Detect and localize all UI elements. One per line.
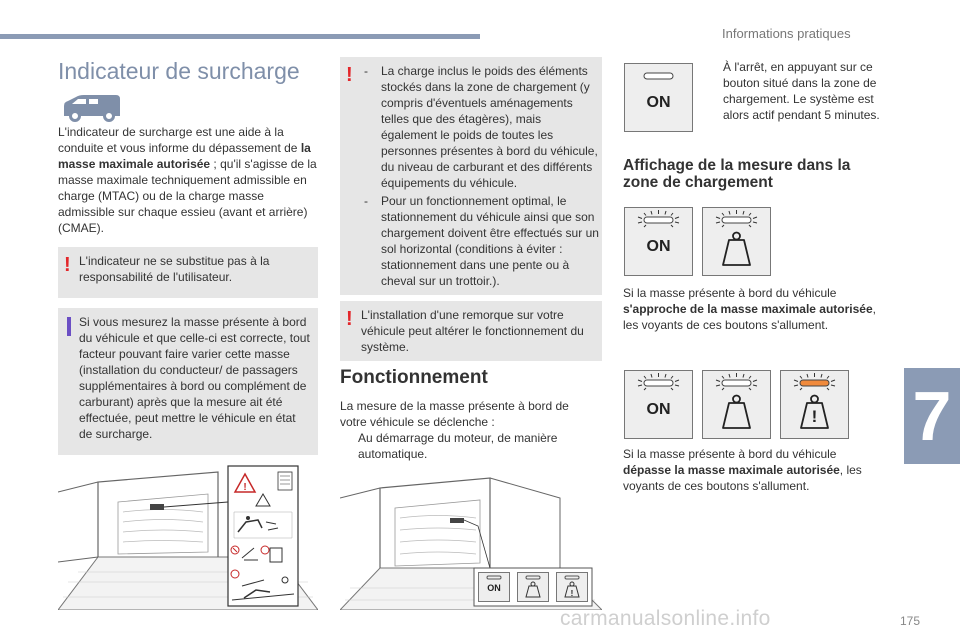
inset-overload-button-icon bbox=[556, 572, 588, 602]
on-button-label: ON bbox=[646, 401, 671, 418]
page-title: Indicateur de surcharge bbox=[58, 58, 300, 84]
bullet-stop-button: À l'arrêt, en appuyant sur ce bouton situé dans la zone de chargement. Le système est alors actif pendant 5 minutes. bbox=[723, 60, 880, 122]
overload-button-lit-icon bbox=[780, 370, 849, 439]
warning-icon: ! bbox=[346, 64, 353, 86]
header-bar bbox=[0, 34, 480, 39]
warning-bullet-2: Pour un fonctionnement optimal, le stationnement du véhicule ainsi que son chargement doivent être effectués sur un sol horizontal (conditions à éviter : stationnement dans une pente ou à cheval sur un trottoir.). bbox=[381, 194, 599, 288]
warning-bullet-1: La charge inclus le poids des éléments stockés dans la zone de chargement (y compris d'éventuels aménagements telles que des étagères), mais également le poids de toutes les personnes présentes à bord du véhicule, du niveau de carburant et des différents équipements du véhicule. bbox=[381, 64, 598, 190]
on-button-label: ON bbox=[646, 238, 671, 255]
page-number: 175 bbox=[900, 614, 921, 628]
weight-button-lit-icon-2 bbox=[702, 370, 771, 439]
svg-text:!: ! bbox=[570, 589, 574, 598]
heading-fonctionnement: Fonctionnement bbox=[340, 367, 488, 388]
inset-on-button bbox=[478, 572, 510, 602]
weight-button-lit-icon bbox=[702, 207, 771, 276]
on-button-lit-image-2 bbox=[624, 370, 693, 439]
on-button-lit-image bbox=[624, 207, 693, 276]
warning-text: L'indicateur ne se substitue pas à la responsabilité de l'utilisateur. bbox=[79, 254, 270, 284]
warning-icon: ! bbox=[346, 308, 353, 330]
intro-text: L'indicateur de surcharge est une aide à la conduite et vous informe du dépassement de bbox=[58, 125, 301, 155]
warning-trailer-text: L'installation d'une remorque sur votre véhicule peut altérer le fonctionnement du système. bbox=[361, 308, 584, 354]
warning-box-trailer bbox=[340, 301, 602, 361]
svg-text:!: ! bbox=[243, 482, 247, 493]
watermark: carmanualsonline.info bbox=[560, 607, 771, 630]
approach-paragraph bbox=[623, 285, 881, 333]
bullet-dash: - bbox=[364, 64, 368, 78]
van-icon bbox=[62, 92, 122, 122]
overload-button-lit-image bbox=[780, 370, 849, 439]
on-button-label: ON bbox=[646, 94, 671, 111]
intro-text-end: ; qu'il s'agisse de la masse maximale techniquement admissible en charge (MTAC) ou de la charge masse admissible sur chaque essieu (avant et arrière) (CMAE). bbox=[58, 157, 317, 235]
exceed-bold: dépasse la masse maximale autorisée bbox=[623, 463, 840, 477]
inset-on-label: ON bbox=[487, 583, 501, 593]
exceed-text: Si la masse présente à bord du véhicule bbox=[623, 447, 837, 461]
section-title: Informations pratiques bbox=[722, 26, 851, 41]
on-button-image bbox=[624, 63, 693, 132]
chapter-number: 7 bbox=[912, 377, 952, 455]
exceed-text-end: , les voyants de ces boutons s'allument. bbox=[623, 463, 862, 493]
info-icon bbox=[67, 317, 71, 336]
warning-box bbox=[58, 247, 318, 298]
exceed-paragraph bbox=[623, 446, 881, 494]
info-text: Si vous mesurez la masse présente à bord du véhicule et que celle-ci est correcte, tout facteur pouvant faire varier cette masse (installation du conducteur/ de passagers supplémentaires à bord ou complément de carburant) après que la mesure ait été effectuée, peut mettre le véhicule en état de surcharge. bbox=[79, 315, 310, 441]
cargo-area-illustration bbox=[58, 462, 318, 610]
bullet-dash: - bbox=[364, 194, 368, 208]
approach-bold: s'approche de la masse maximale autorisée bbox=[623, 302, 873, 316]
intro-paragraph bbox=[58, 124, 320, 236]
fonctionnement-text: La mesure de la masse présente à bord de votre véhicule se déclenche : bbox=[340, 399, 569, 429]
bullet-auto-start: Au démarrage du moteur, de manière automatique. bbox=[358, 431, 558, 461]
warning-label-plate bbox=[228, 466, 298, 606]
warning-box-load bbox=[340, 57, 602, 295]
warning-icon: ! bbox=[64, 254, 71, 276]
info-box bbox=[58, 308, 318, 455]
approach-text-end: , les voyants de ces boutons s'allument. bbox=[623, 302, 876, 332]
inset-weight-button-icon bbox=[517, 572, 549, 602]
intro-bold: la masse maximale autorisée bbox=[58, 141, 311, 171]
approach-text: Si la masse présente à bord du véhicule bbox=[623, 286, 837, 300]
exclamation-mark: ! bbox=[811, 407, 818, 426]
heading-display: Affichage de la mesure dans la zone de chargement bbox=[623, 157, 851, 191]
